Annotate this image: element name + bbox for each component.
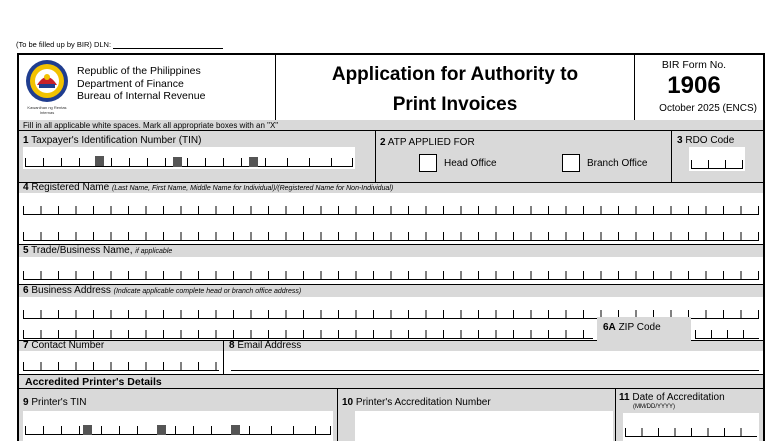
printer-tin-label: 9 Printer's TIN [23,397,87,408]
form-header [19,55,763,122]
trade-name-label: 5 Trade/Business Name, if applicable [23,245,173,256]
accreditation-date-label: 11 Date of Accreditation [619,392,725,403]
tin-label: 1 Taxpayer's Identification Number (TIN) [23,135,202,146]
printer-tin-dash [157,425,166,435]
registered-name-label: 4 Registered Name (Last Name, First Name, Middle Name for Individual)/(Registered Name for Non-Individual) [23,182,394,193]
dln-blank[interactable] [113,41,223,49]
bir-form-1906 [17,53,765,441]
contact-email-header [19,341,763,351]
trade-name-line[interactable] [23,270,759,280]
row-tin-atp-rdo [19,131,763,183]
form-version: October 2025 (ENCS) [659,103,757,114]
divider [375,131,376,183]
printer-section-title: Accredited Printer's Details [25,376,162,388]
accreditation-date-hint: (MM/DD/YYYY) [633,404,675,410]
contact-number-input[interactable] [23,361,219,371]
business-address-input-area[interactable] [19,297,763,341]
agency-line-3: Bureau of Internal Revenue [77,90,206,102]
tin-input-box[interactable] [23,147,355,169]
tin-dash [95,156,104,166]
divider [337,389,338,441]
seal-caption: Kawanihan ng Rentas Internas [27,105,67,115]
printer-tin-input[interactable] [25,425,331,435]
agency-line-2: Department of Finance [77,77,184,90]
zip-label: 6A ZIP Code [603,322,661,333]
form-number: 1906 [667,72,721,99]
form-number-label: BIR Form No. [661,59,727,71]
tin-dash [173,157,182,167]
printer-section-header [19,375,763,389]
form-title-line-2: Print Invoices [392,94,518,115]
printer-tin-dash [231,425,240,435]
registered-name-line-2[interactable] [23,231,759,241]
form-title-line-1: Application for Authority to [331,64,579,85]
dln-field [16,40,223,49]
business-address-line-2[interactable] [23,329,593,339]
tin-dash [249,157,258,167]
zip-input[interactable] [695,329,759,339]
printer-accreditation-label: 10 Printer's Accreditation Number [342,397,491,408]
printer-accreditation-input[interactable] [355,411,613,441]
head-office-label: Head Office [444,158,497,169]
rdo-input[interactable] [691,159,743,169]
divider [615,389,616,441]
agency-block [77,65,205,103]
head-office-checkbox[interactable] [419,154,437,172]
zip-label-box [597,317,691,341]
registered-name-input-area[interactable] [19,193,763,245]
form-number-box [635,55,763,120]
divider [223,341,224,375]
branch-office-label: Branch Office [587,158,648,169]
dln-label: (To be filled up by BIR) DLN: [16,40,112,49]
trade-name-input-area[interactable] [19,257,763,285]
accreditation-date-input[interactable] [623,413,759,441]
rdo-label: 3 RDO Code [677,135,735,146]
business-address-header [19,285,763,297]
rdo-input-box[interactable] [689,147,745,171]
accreditation-date-cells[interactable] [625,427,757,437]
business-address-label: 6 Business Address (Indicate applicable complete head or branch office address) [23,285,302,296]
atp-label: 2 ATP APPLIED FOR [380,137,475,148]
printer-details-row [19,389,763,441]
agency-line-1: Republic of the Philippines [77,65,201,77]
instruction-line: Fill in all applicable white spaces. Mark all appropriate boxes with an "X" [19,120,763,131]
tin-input[interactable] [25,157,353,167]
bir-seal-icon [25,59,69,103]
registered-name-line-1[interactable] [23,205,759,215]
email-label: 8 Email Address [229,340,302,351]
registered-name-header [19,183,763,193]
printer-tin-dash [83,425,92,435]
printer-tin-input-box[interactable] [23,411,333,441]
contact-number-label: 7 Contact Number [23,340,105,351]
contact-email-input-area [19,351,763,375]
email-input[interactable] [231,361,759,371]
branch-office-checkbox[interactable] [562,154,580,172]
trade-name-header [19,245,763,257]
form-title-box [275,55,635,120]
divider [671,131,672,183]
